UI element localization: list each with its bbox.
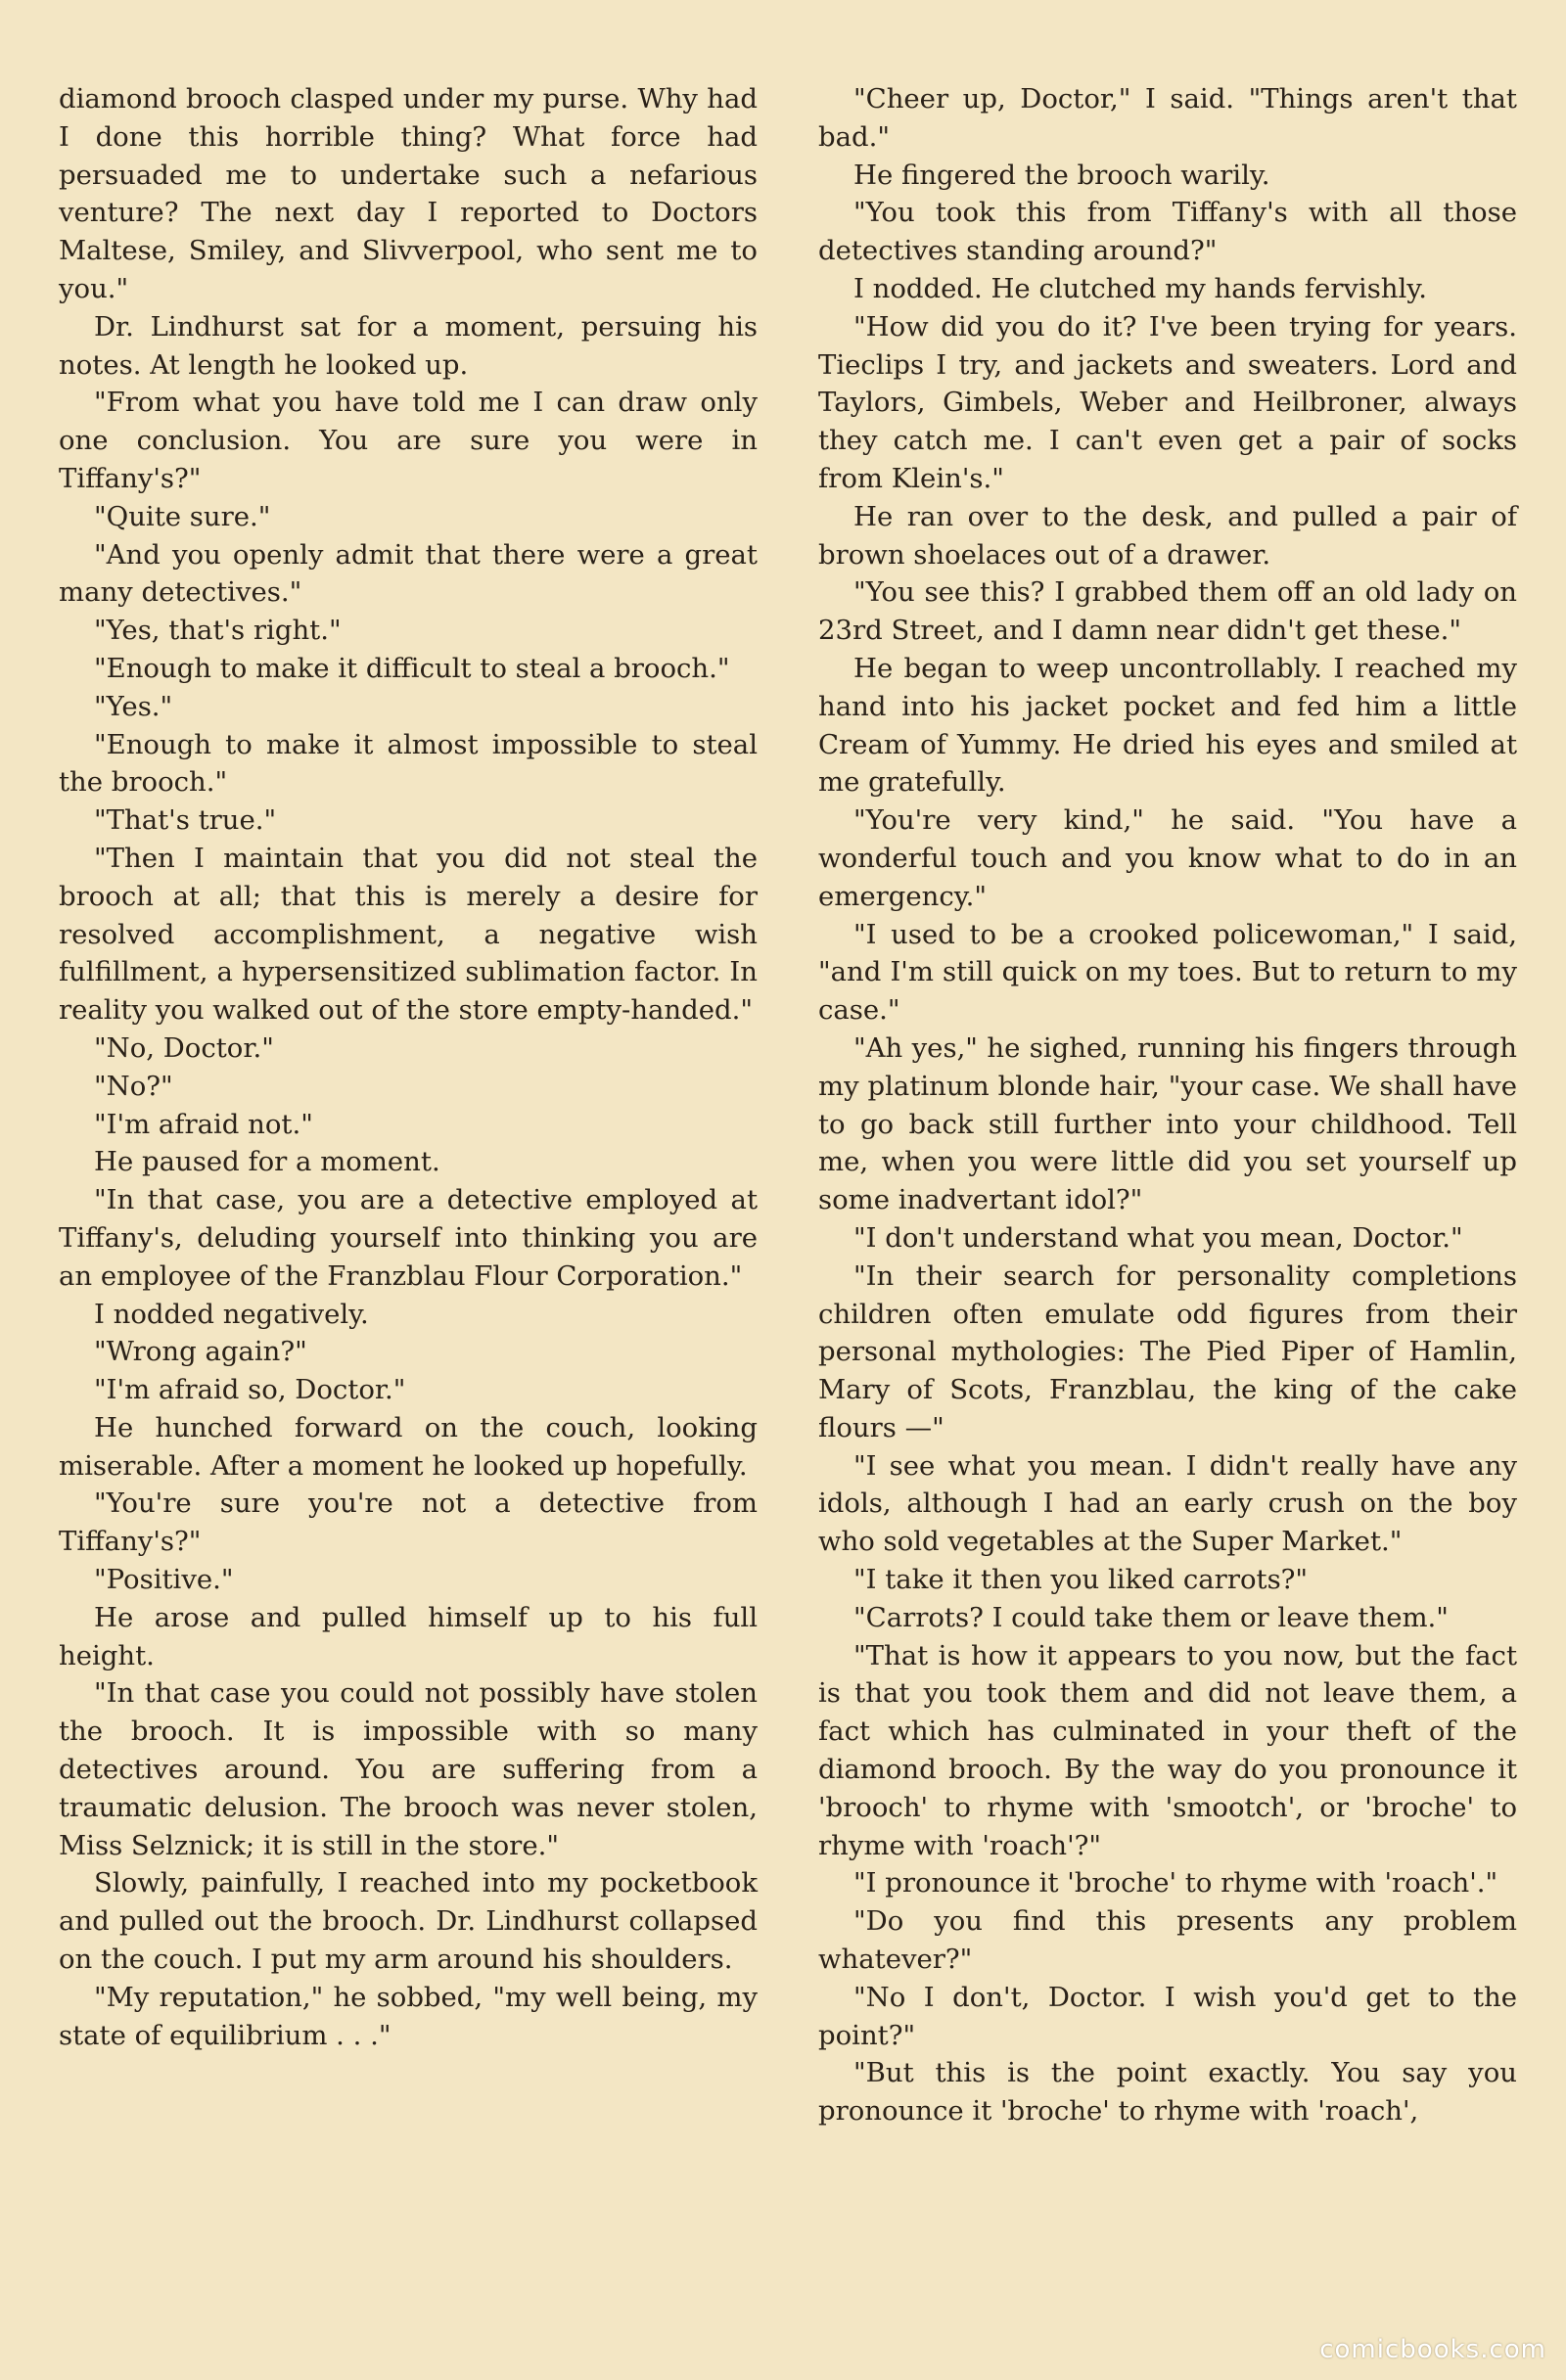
paragraph: "In that case you could not possibly have stolen the brooch. It is impossible with so many detectives around. You are suffering from a traumatic delusion. The brooch was never stolen, Miss Selznick; it is still in the store." — [59, 1677, 758, 1861]
paragraph: "Yes." — [94, 690, 173, 722]
paragraph: "Cheer up, Doctor," I said. "Things aren't that bad." — [818, 83, 1517, 153]
paragraph: "Then I maintain that you did not steal the brooch at all; that this is merely a desire for resolved accomplishment, a negative wish fulfillment, a hypersensitized sublimation factor. In reality you walked out of the store empty-handed." — [59, 842, 758, 1027]
paragraph: "In their search for personality completions children often emulate odd figures from their personal mythologies: The Pied Piper of Hamlin, Mary of Scots, Franzblau, the king of the cake flours —" — [818, 1259, 1517, 1443]
paragraph: "Yes, that's right." — [94, 615, 342, 647]
paragraph: "Carrots? I could take them or leave them." — [853, 1601, 1449, 1633]
paragraph: "How did you do it? I've been trying for years. Tieclips I try, and jackets and sweaters. Lord and Taylors, Gimbels, Weber and Heilbroner, always they catch me. I can't even get a pair of socks from Klein's." — [818, 310, 1517, 494]
paragraph: I nodded. He clutched my hands fervishly. — [853, 272, 1427, 304]
right-column — [818, 80, 1517, 2331]
paragraph: He ran over to the desk, and pulled a pair of brown shoelaces out of a drawer. — [818, 500, 1517, 571]
paragraph: "You're very kind," he said. "You have a wonderful touch and you know what to do in an emergency." — [818, 804, 1517, 912]
paragraph: "You took this from Tiffany's with all those detectives standing around?" — [818, 197, 1517, 267]
paragraph: "Quite sure." — [94, 500, 271, 532]
paragraph: "Enough to make it almost impossible to steal the brooch." — [59, 728, 758, 799]
paragraph: "You're sure you're not a detective from Tiffany's?" — [59, 1488, 758, 1558]
paragraph: "Enough to make it difficult to steal a brooch." — [94, 652, 730, 684]
story-page — [59, 80, 1517, 2331]
paragraph: "I used to be a crooked policewoman," I said, "and I'm still quick on my toes. But to return to my case." — [818, 918, 1517, 1027]
paragraph: "I'm afraid not." — [94, 1108, 313, 1140]
paragraph: Dr. Lindhurst sat for a moment, persuing his notes. At length he looked up. — [59, 310, 758, 381]
paragraph: "My reputation," he sobbed, "my well being, my state of equilibrium . . ." — [59, 1981, 758, 2051]
paragraph: "Ah yes," he sighed, running his fingers through my platinum blonde hair, "your case. We shall have to go back still further into your childhood. Tell me, when you were little did you set yourself up some inadvertant idol?" — [818, 1031, 1517, 1216]
paragraph: "That's true." — [94, 804, 277, 837]
paragraph: "From what you have told me I can draw only one conclusion. You are sure you were in Tiffany's?" — [59, 387, 758, 494]
paragraph: "In that case, you are a detective employed at Tiffany's, deluding yourself into thinking you are an employee of the Franzblau Flour Corporation." — [59, 1184, 758, 1292]
paragraph: "I take it then you liked carrots?" — [853, 1564, 1309, 1596]
paragraph: He paused for a moment. — [94, 1146, 440, 1178]
left-column — [59, 80, 758, 2331]
paragraph: diamond brooch clasped under my purse. Why had I done this horrible thing? What force had persuaded me to undertake such a nefarious venture? The next day I reported to Doctors Maltese, Smiley, and Slivverpool, who sent me to you." — [59, 83, 758, 304]
paragraph: "I don't understand what you mean, Doctor." — [853, 1221, 1463, 1254]
paragraph: He hunched forward on the couch, looking miserable. After a moment he looked up hopefully. — [59, 1411, 758, 1482]
paragraph: "No?" — [94, 1070, 173, 1102]
paragraph: He arose and pulled himself up to his full height. — [59, 1601, 758, 1671]
paragraph: "Positive." — [94, 1564, 234, 1596]
watermark: comicbooks.com — [1319, 2335, 1546, 2364]
paragraph: "Do you find this presents any problem whatever?" — [818, 1905, 1517, 1976]
paragraph: "You see this? I grabbed them off an old lady on 23rd Street, and I damn near didn't get these." — [818, 576, 1517, 647]
paragraph: He began to weep uncontrollably. I reached my hand into his jacket pocket and fed him a little Cream of Yummy. He dried his eyes and smiled at me gratefully. — [818, 652, 1517, 799]
paragraph: "Wrong again?" — [94, 1336, 307, 1368]
paragraph: I nodded negatively. — [94, 1298, 369, 1330]
paragraph: "I'm afraid so, Doctor." — [94, 1374, 406, 1406]
paragraph: "That is how it appears to you now, but the fact is that you took them and did not leave them, a fact which has culminated in your theft of the diamond brooch. By the way do you pronounce it 'brooch' to rhyme with 'smootch', or 'broche' to rhyme with 'roach'?" — [818, 1639, 1517, 1861]
paragraph: "And you openly admit that there were a great many detectives." — [59, 538, 758, 609]
paragraph: "I see what you mean. I didn't really have any idols, although I had an early crush on the boy who sold vegetables at the Super Market." — [818, 1449, 1517, 1558]
paragraph: Slowly, painfully, I reached into my pocketbook and pulled out the brooch. Dr. Lindhurst collapsed on the couch. I put my arm around his shoulders. — [59, 1867, 758, 1976]
paragraph: "No I don't, Doctor. I wish you'd get to the point?" — [818, 1981, 1517, 2051]
paragraph: "I pronounce it 'broche' to rhyme with 'roach'." — [853, 1867, 1498, 1899]
paragraph: "But this is the point exactly. You say you pronounce it 'broche' to rhyme with 'roach', — [818, 2057, 1517, 2128]
paragraph: He fingered the brooch warily. — [853, 159, 1270, 191]
paragraph: "No, Doctor." — [94, 1031, 274, 1064]
